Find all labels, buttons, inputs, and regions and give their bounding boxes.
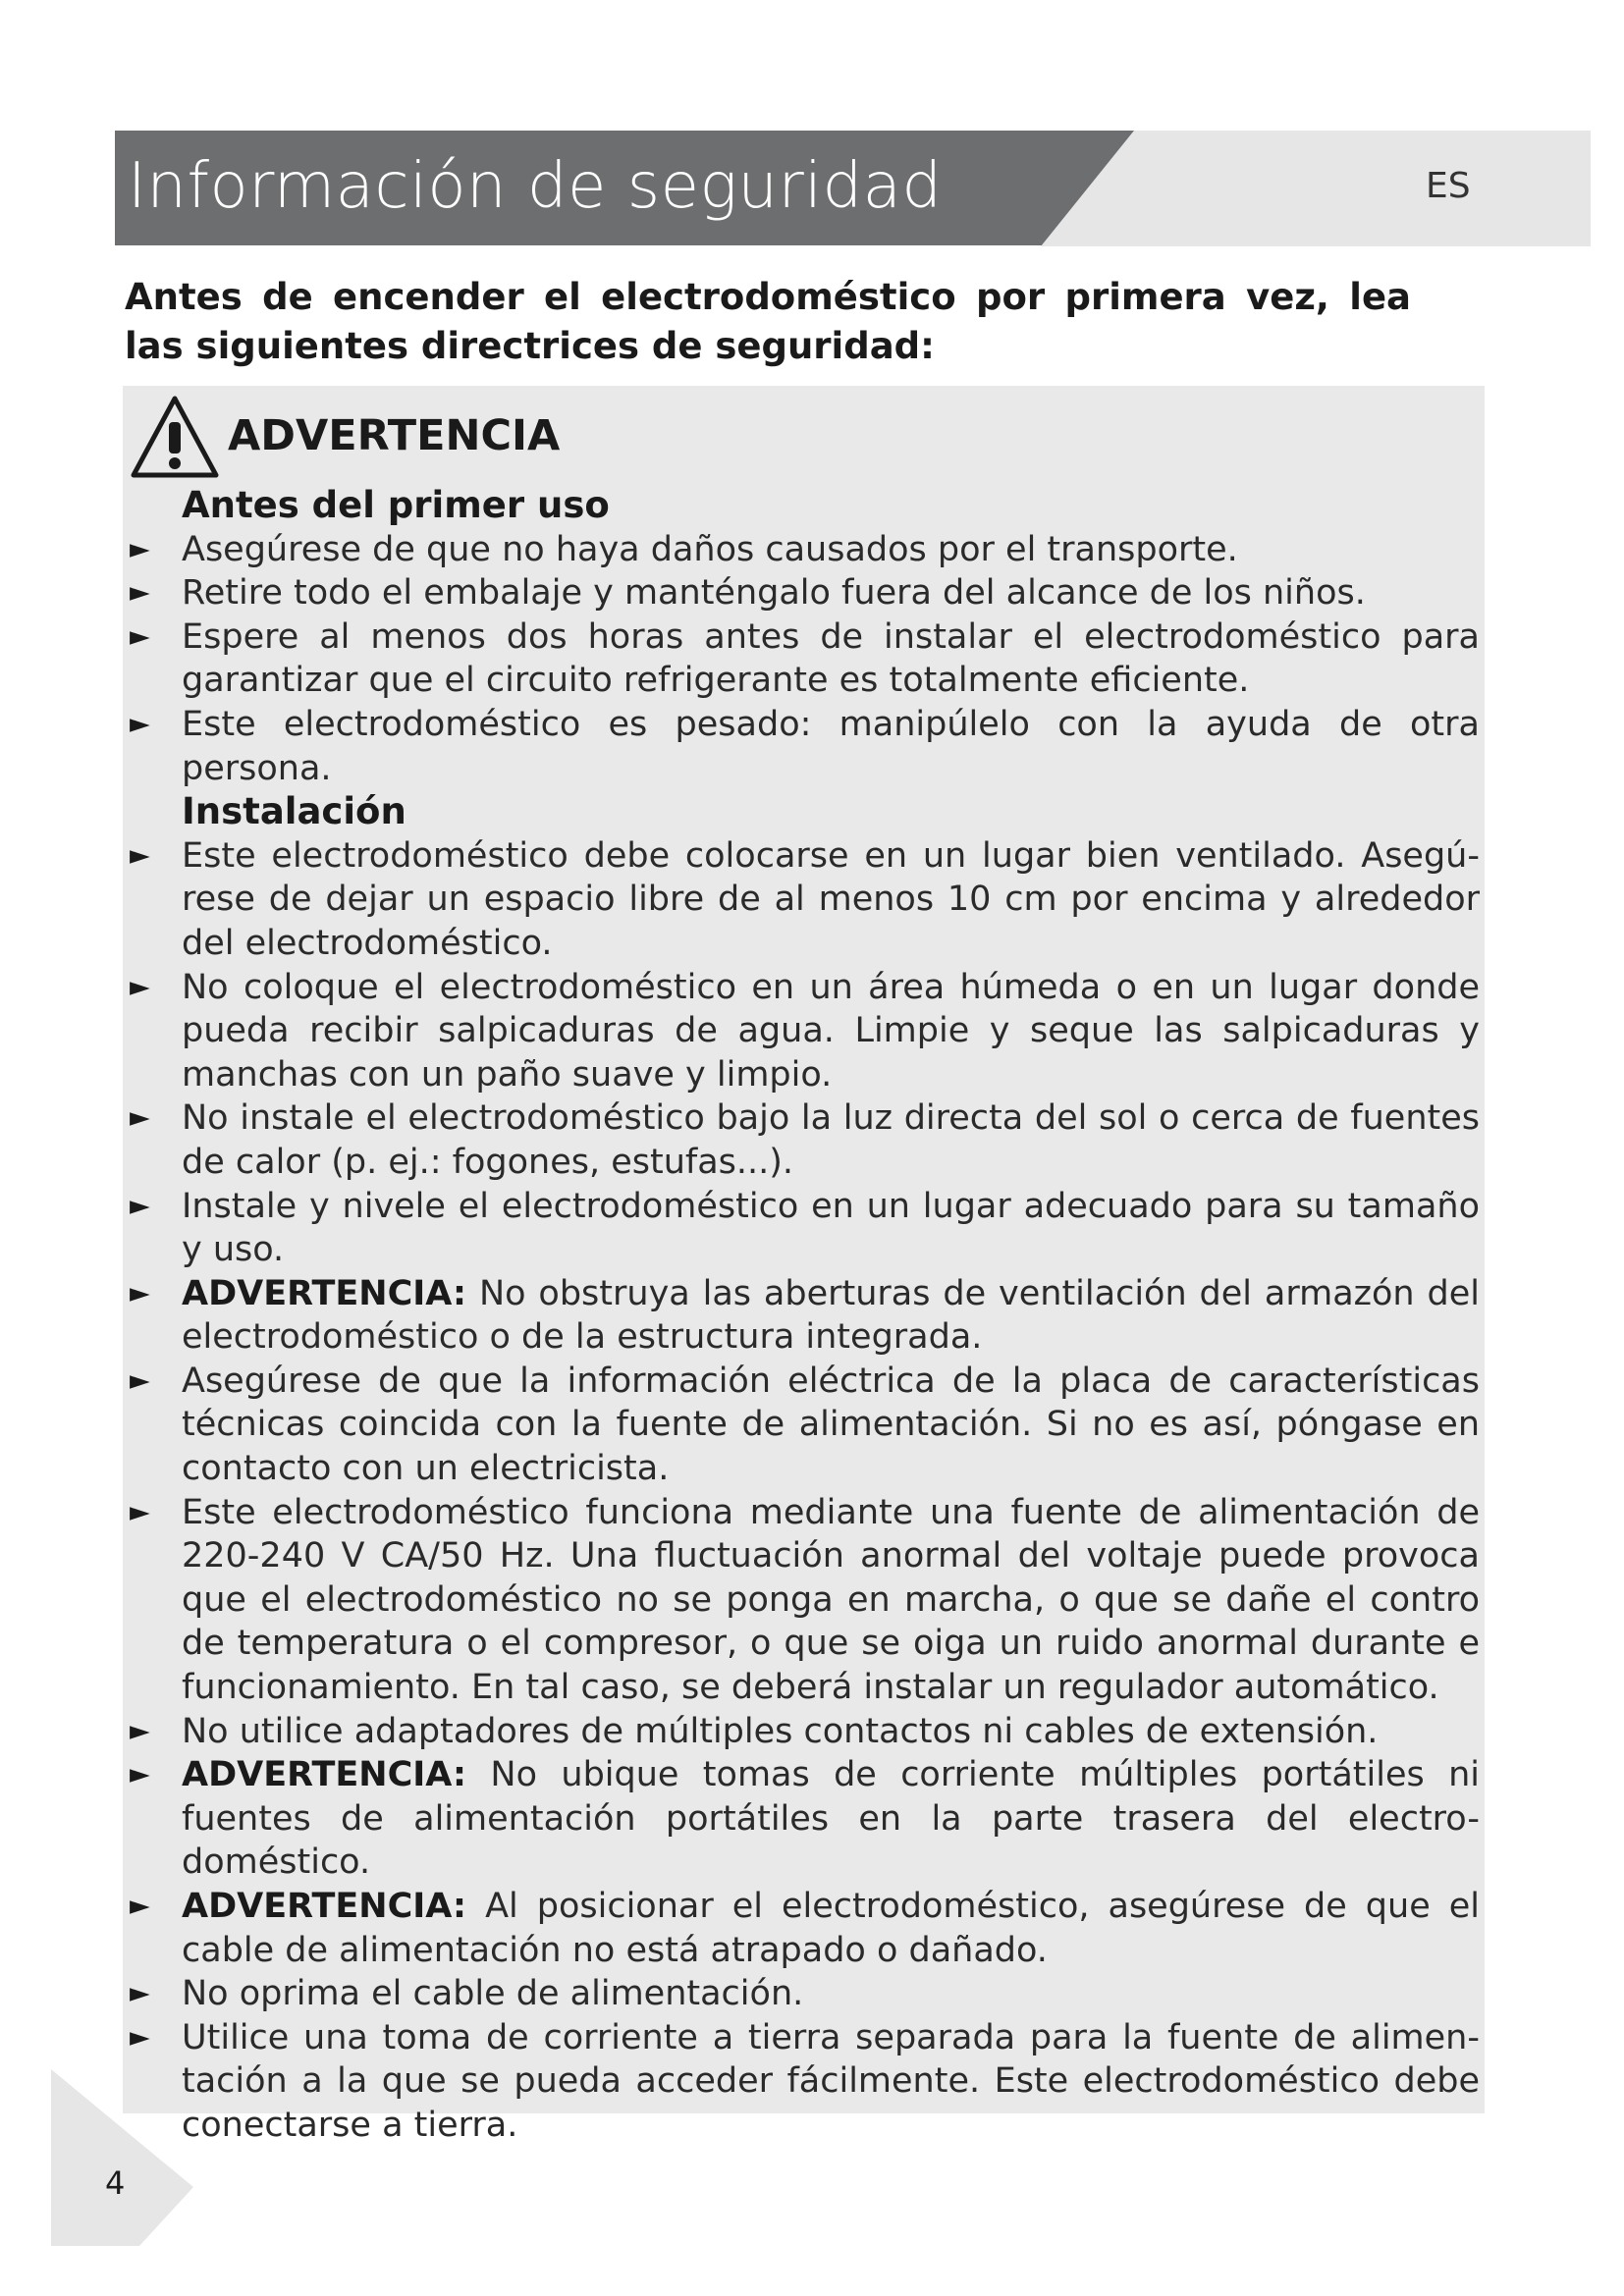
list-item — [125, 1185, 1480, 1272]
section-heading: Antes del primer uso — [182, 484, 610, 526]
bullet-arrow-icon: ► — [130, 1891, 150, 1921]
list-item — [125, 834, 1480, 966]
language-code: ES — [1426, 166, 1471, 206]
warning-label: ADVERTENCIA: — [182, 1887, 467, 1926]
warning-heading — [128, 393, 619, 481]
bullet-arrow-icon: ► — [130, 1496, 150, 1527]
list-item — [125, 1491, 1480, 1710]
list-item-text: Este electrodoméstico es pesado: manipúlelo con la ayuda de otra persona. — [182, 704, 1480, 788]
warning-label: ADVERTENCIA: — [182, 1755, 467, 1795]
list-item-text: Al posicionar el electrodoméstico, asegúrese de que el cable de alimentación no está atrapado o dañado. — [182, 1887, 1480, 1970]
bullet-arrow-icon: ► — [130, 1190, 150, 1221]
list-item-text: Este electrodoméstico funciona mediante una fuente de alimentación de 220-240 V CA/50 Hz. Una fluctuación anormal del voltaje puede provoca que el electrodoméstico no se ponga en marcha, o que se dañe el contro de temperatura o el compresor, o que se oiga un ruido anormal durante e funcionamiento. En tal caso, se deberá instalar un regulador automático. — [182, 1492, 1480, 1708]
warning-triangle-icon — [128, 393, 222, 483]
bullet-arrow-icon: ► — [130, 2021, 150, 2053]
bullet-arrow-icon: ► — [130, 839, 150, 871]
list-item-text: Instale y nivele el electrodoméstico en un lugar adecuado para su tamaño y uso. — [182, 1186, 1480, 1270]
list-item — [125, 1272, 1480, 1360]
safety-content — [125, 484, 1480, 2148]
list-item-text: No coloque el electrodoméstico en un área húmeda o en un lugar donde pueda recibir salpicaduras de agua. Limpie y seque las salpicaduras y manchas con un paño suave y limpio. — [182, 967, 1480, 1095]
list-item-text: No instale el electrodoméstico bajo la luz directa del sol o cerca de fuentes de calor (p. ej.: fogones, estufas...). — [182, 1098, 1480, 1182]
list-item-text: Este electrodoméstico debe colocarse en un lugar bien ventilado. Asegú-rese de dejar un espacio libre de al menos 10 cm por encima y alrededor del electrodoméstico. — [182, 835, 1480, 963]
warning-title: ADVERTENCIA — [228, 411, 561, 460]
page-corner-shape — [51, 2069, 193, 2246]
list-item — [125, 615, 1480, 703]
list-item — [125, 1753, 1480, 1885]
intro-instructions: Antes de encender el electrodoméstico por primera vez, lea las siguientes directrices de seguridad: — [125, 276, 1411, 367]
page-title: Información de seguridad — [128, 150, 943, 223]
bullet-arrow-icon: ► — [130, 1102, 150, 1134]
bullet-arrow-icon: ► — [130, 620, 150, 652]
list-item-text: No obstruya las aberturas de ventilación del armazón del electrodoméstico o de la estructura integrada. — [182, 1273, 1480, 1358]
list-item — [125, 2016, 1480, 2148]
list-item-text: Espere al menos dos horas antes de instalar el electrodoméstico para garantizar que el circuito refrigerante es totalmente eficiente. — [182, 616, 1480, 701]
bullet-arrow-icon: ► — [130, 708, 150, 739]
language-tab-shape — [1041, 131, 1591, 246]
list-item-text: Asegúrese de que no haya daños causados por el transporte. — [182, 529, 1238, 569]
list-item-text: No ubique tomas de corriente múltiples portátiles ni fuentes de alimentación portátiles en la parte trasera del electro-doméstico. — [182, 1755, 1480, 1883]
list-item — [125, 966, 1480, 1097]
list-item — [125, 1972, 1480, 2016]
warning-label: ADVERTENCIA: — [182, 1273, 467, 1313]
list-item-text: No oprima el cable de alimentación. — [182, 1974, 804, 2014]
list-item — [125, 1360, 1480, 1491]
bullet-arrow-icon: ► — [130, 577, 150, 609]
list-item — [125, 571, 1480, 615]
list-item-text: No utilice adaptadores de múltiples contactos ni cables de extensión. — [182, 1711, 1379, 1751]
section-heading: Instalación — [182, 790, 406, 833]
list-item-text: Retire todo el embalaje y manténgalo fuera del alcance de los niños. — [182, 573, 1366, 614]
bullet-arrow-icon: ► — [130, 1715, 150, 1746]
list-item — [125, 1885, 1480, 1972]
page-number: 4 — [105, 2164, 126, 2202]
list-item — [125, 703, 1480, 790]
bullet-arrow-icon: ► — [130, 1759, 150, 1790]
list-item-text: Utilice una toma de corriente a tierra separada para la fuente de alimen-tación a la que se pueda acceder fácilmente. Este electrodoméstico debe conectarse a tierra. — [182, 2017, 1480, 2145]
list-item — [125, 528, 1480, 572]
list-item — [125, 1096, 1480, 1184]
bullet-arrow-icon: ► — [130, 533, 150, 564]
bullet-arrow-icon: ► — [130, 1364, 150, 1396]
bullet-arrow-icon: ► — [130, 971, 150, 1002]
bullet-arrow-icon: ► — [130, 1277, 150, 1308]
list-item — [125, 1710, 1480, 1754]
bullet-arrow-icon: ► — [130, 1978, 150, 2009]
list-item-text: Asegúrese de que la información eléctrica de la placa de características técnicas coincida con la fuente de alimentación. Si no es así, póngase en contacto con un electricista. — [182, 1361, 1480, 1489]
